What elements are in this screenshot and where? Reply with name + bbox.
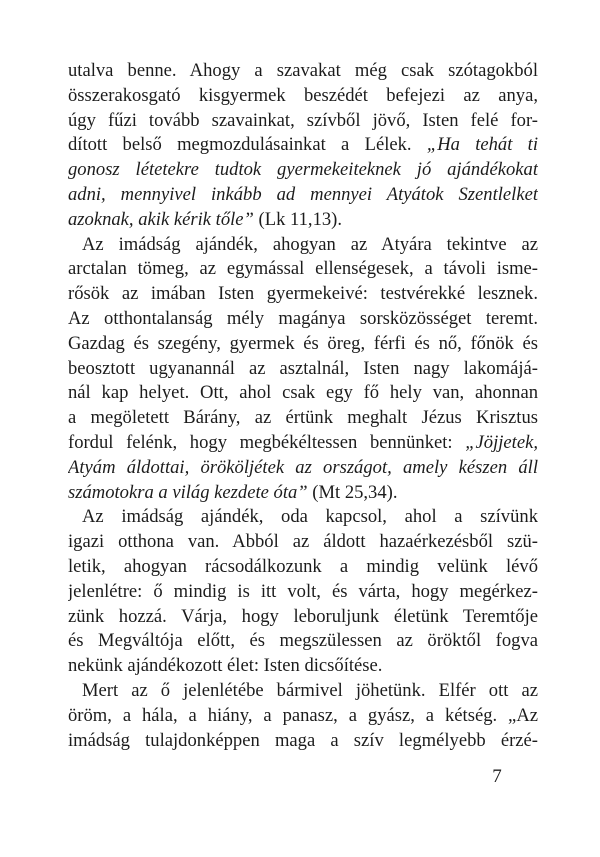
text-line: [68, 84, 538, 109]
text-line: [68, 555, 538, 580]
paragraph: [68, 505, 538, 679]
body-text: igazi otthona van. Abból az áldott hazaérkezésből szü-: [68, 531, 538, 553]
body-text: Az imádság ajándék, oda kapcsol, ahol a szívünk: [82, 506, 538, 528]
text-line: [68, 505, 538, 530]
body-text: nál kap helyet. Ott, ahol csak egy fő hely van, ahonnan: [68, 382, 538, 404]
body-text: Gazdag és szegény, gyermek és öreg, férfi és nő, főnök és: [68, 332, 538, 354]
body-text: Az imádság ajándék, ahogyan az Atyára tekintve az: [82, 233, 538, 255]
paragraph: [68, 59, 538, 233]
body-text: zünk hozzá. Várja, hogy leboruljunk életünk Teremtője: [68, 605, 538, 627]
text-line: [68, 431, 538, 456]
body-text: utalva benne. Ahogy a szavakat még csak szótagokból: [68, 60, 538, 81]
quote-italic-text: számotokra a világ kezdete óta”: [68, 481, 308, 503]
paragraph: [68, 679, 538, 753]
quote-italic-text: adni, mennyivel inkább ad mennyei Atyátok Szentlelket: [68, 183, 538, 205]
text-block: [68, 59, 538, 753]
text-line: [68, 629, 538, 654]
text-line: [68, 654, 538, 679]
quote-italic-text: gonosz létetekre tudtok gyermekeiteknek jó ajándékokat: [68, 159, 538, 181]
body-text: (Lk 11,13).: [253, 208, 343, 230]
body-text: dított belső megmozdulásainkat a Lélek.: [68, 134, 427, 156]
text-line: [68, 530, 538, 555]
text-line: [68, 133, 538, 158]
text-line: [68, 481, 538, 506]
text-line: [68, 679, 538, 704]
text-line: [68, 704, 538, 729]
quote-italic-text: Atyám áldottai, örököljétek az országot, amely készen áll: [68, 456, 538, 478]
text-line: [68, 580, 538, 605]
body-text: Az otthontalanság mély magánya sorsközösséget teremt.: [68, 307, 538, 329]
text-line: [68, 381, 538, 406]
body-text: beosztott ugyanannál az asztalnál, Isten nagy lakomájá-: [68, 357, 538, 379]
body-text: és Megváltója előtt, és megszülessen az öröktől fogva: [68, 630, 538, 652]
body-text: arctalan tömeg, az egymással ellenségesek, a távoli isme-: [68, 258, 538, 280]
body-text: letik, ahogyan rácsodálkozunk a mindig velünk lévő: [68, 555, 538, 577]
text-line: [68, 456, 538, 481]
text-line: [68, 158, 538, 183]
text-line: [68, 332, 538, 357]
quote-italic-text: azoknak, akik kérik tőle”: [68, 208, 254, 230]
quote-italic-text: „Ha tehát ti: [426, 134, 538, 156]
body-text: összerakosgató kisgyermek beszédét befejezi az anya,: [68, 84, 538, 106]
text-line: [68, 307, 538, 332]
text-line: [68, 109, 538, 134]
body-text: fordul felénk, hogy megbékéltessen bennünket:: [68, 431, 466, 453]
body-text: rősök az imában Isten gyermekeivé: testvérekké lesznek.: [68, 283, 538, 305]
text-line: [68, 59, 538, 84]
body-text: (Mt 25,34).: [307, 481, 398, 503]
page-number: 7: [492, 766, 502, 787]
text-line: [68, 233, 538, 258]
text-line: [68, 605, 538, 630]
text-line: [68, 729, 538, 754]
body-text: Mert az ő jelenlétébe bármivel jöhetünk. Elfér ott az: [82, 679, 538, 701]
body-text: nekünk ajándékozott élet: Isten dicsőítése.: [68, 655, 383, 677]
body-text: öröm, a hála, a hiány, a panasz, a gyász, a kétség. „Az: [68, 704, 538, 726]
text-line: [68, 183, 538, 208]
text-line: [68, 257, 538, 282]
body-text: jelenlétre: ő mindig is itt volt, és várta, hogy megérkez-: [68, 580, 538, 602]
body-text: a megöletett Bárány, az értünk meghalt Jézus Krisztus: [68, 407, 538, 429]
text-line: [68, 357, 538, 382]
body-text: úgy fűzi tovább szavainkat, szívből jövő, Isten felé for-: [68, 109, 538, 131]
text-line: [68, 208, 538, 233]
paragraph: [68, 233, 538, 506]
text-line: [68, 282, 538, 307]
body-text: imádság tulajdonképpen maga a szív legmélyebb érzé-: [68, 729, 538, 751]
text-line: [68, 406, 538, 431]
quote-italic-text: „Jöjjetek,: [465, 431, 538, 453]
